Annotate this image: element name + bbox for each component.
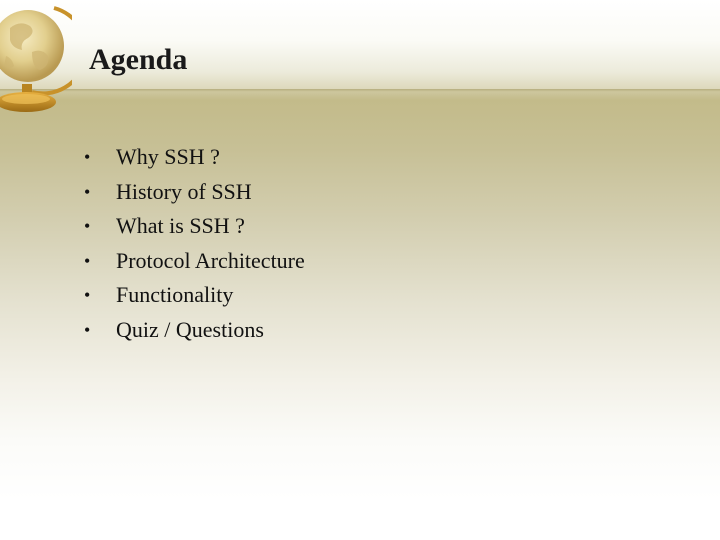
bullet-icon: • [84, 181, 91, 202]
bullet-icon: • [84, 216, 91, 237]
bullet-icon: • [84, 285, 91, 306]
list-item-label: What is SSH ? [116, 213, 245, 239]
bullet-icon: • [84, 147, 91, 167]
globe-icon [0, 0, 72, 120]
agenda-list [84, 143, 305, 351]
title-divider [0, 89, 720, 92]
page-title: Agenda [89, 43, 188, 76]
list-item [84, 212, 305, 247]
list-item [84, 143, 305, 178]
list-item [84, 316, 305, 351]
list-item [84, 281, 305, 316]
list-item-label: Quiz / Questions [116, 316, 264, 342]
list-item [84, 178, 305, 213]
list-item-label: Protocol Architecture [116, 247, 305, 273]
bullet-icon: • [84, 319, 91, 340]
list-item [84, 247, 305, 282]
list-item-label: Why SSH ? [116, 144, 220, 169]
list-item-label: History of SSH [116, 178, 252, 204]
list-item-label: Functionality [116, 282, 234, 308]
bullet-icon: • [84, 250, 91, 271]
